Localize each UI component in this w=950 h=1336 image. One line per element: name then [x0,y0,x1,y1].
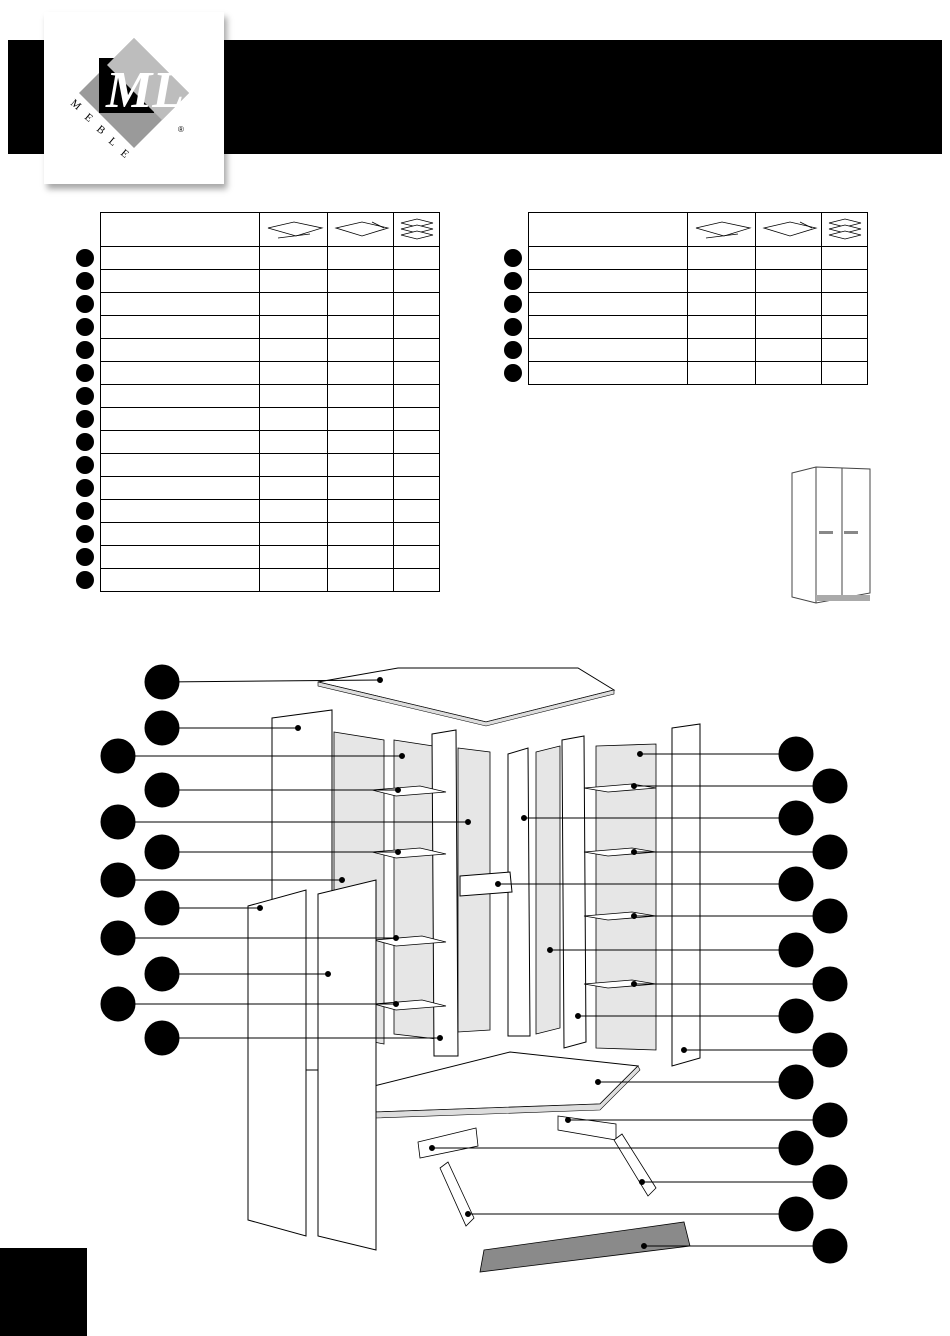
callout-anchor-dot [640,1180,645,1185]
part-marker [498,293,529,316]
callout-anchor-dot [396,788,401,793]
part-marker [70,454,101,477]
callout-marker-right-6 [779,933,813,967]
callout-marker-right-8 [779,999,813,1033]
parts-table-right [498,212,868,385]
part-length-cell [260,523,328,546]
callout-anchor-dot [394,1002,399,1007]
part-marker [70,293,101,316]
part-width-cell [328,293,394,316]
door-right [318,880,376,1250]
part-marker [498,339,529,362]
board-stack-icon [822,213,868,247]
part-length-cell [260,477,328,500]
callout-anchor-dot [632,784,637,789]
part-name-cell [101,270,260,293]
table-row [70,431,440,454]
part-length-cell [260,385,328,408]
part-name-cell [101,454,260,477]
board-length-icon [260,213,328,247]
callout-anchor-dot [632,914,637,919]
header-name-cell [529,213,688,247]
part-qty-cell [822,270,868,293]
table-row [70,408,440,431]
part-qty-cell [394,385,440,408]
svg-text:E: E [118,147,131,161]
table-row [70,247,440,270]
part-length-cell [688,270,756,293]
callout-marker-right-15 [813,1229,847,1263]
callout-marker-right-3 [813,835,847,869]
part-name-cell [101,500,260,523]
part-length-cell [260,293,328,316]
part-width-cell [328,500,394,523]
part-length-cell [260,339,328,362]
header-name-cell [101,213,260,247]
part-qty-cell [394,477,440,500]
callout-marker-right-4 [779,867,813,901]
callout-marker-right-10 [779,1065,813,1099]
part-marker [70,569,101,592]
part-length-cell [260,454,328,477]
callout-marker-left-3 [145,773,179,807]
callout-marker-left-6 [101,863,135,897]
part-marker [70,339,101,362]
part-width-cell [328,362,394,385]
callout-marker-right-13 [813,1165,847,1199]
part-marker [70,523,101,546]
table-row [70,362,440,385]
part-width-cell [328,431,394,454]
table-row [70,293,440,316]
callout-marker-left-0 [145,665,179,699]
part-qty-cell [394,523,440,546]
brand-logo [44,12,224,184]
part-marker [70,316,101,339]
table-header-row [70,213,440,247]
front-plinth [480,1222,690,1272]
svg-text:M: M [68,97,84,113]
divider-panel-mid [562,736,586,1048]
part-width-cell [756,316,822,339]
part-width-cell [756,293,822,316]
table-row [70,316,440,339]
part-width-cell [756,270,822,293]
part-width-cell [328,477,394,500]
part-name-cell [101,316,260,339]
part-name-cell [529,293,688,316]
part-qty-cell [822,339,868,362]
callout-marker-right-14 [779,1197,813,1231]
part-width-cell [328,270,394,293]
part-qty-cell [394,546,440,569]
callout-marker-right-11 [813,1103,847,1137]
part-name-cell [529,247,688,270]
part-qty-cell [394,316,440,339]
callout-anchor-dot [466,1212,471,1217]
part-width-cell [328,247,394,270]
part-marker [70,546,101,569]
callout-marker-left-2 [101,739,135,773]
part-qty-cell [394,270,440,293]
callout-marker-left-1 [145,711,179,745]
part-name-cell [529,362,688,385]
callout-anchor-dot [258,906,263,911]
part-name-cell [101,546,260,569]
table-row [498,316,868,339]
callout-marker-right-7 [813,967,847,1001]
part-name-cell [101,362,260,385]
side-panel-right [672,724,700,1066]
page-corner-block [0,1248,87,1336]
table-row [498,362,868,385]
table-header-row [498,213,868,247]
part-width-cell [756,339,822,362]
callout-marker-left-7 [145,891,179,925]
callout-marker-left-11 [145,1021,179,1055]
svg-text:B: B [94,123,108,138]
part-name-cell [101,247,260,270]
callout-marker-right-2 [779,801,813,835]
part-qty-cell [394,293,440,316]
part-name-cell [101,431,260,454]
part-marker [498,362,529,385]
part-marker [70,247,101,270]
part-qty-cell [394,431,440,454]
callout-anchor-dot [438,1036,443,1041]
part-width-cell [756,247,822,270]
callout-anchor-dot [394,936,399,941]
part-length-cell [260,431,328,454]
header-spacer [498,213,529,247]
callout-anchor-dot [430,1146,435,1151]
part-marker [498,270,529,293]
svg-text:L: L [106,135,119,149]
part-marker [70,408,101,431]
callout-marker-right-12 [779,1131,813,1165]
part-marker [70,385,101,408]
back-panel-mid-right [536,746,560,1034]
header-bar-right [224,40,942,154]
callout-marker-right-1 [813,769,847,803]
wardrobe-thumbnail [786,465,876,605]
part-marker [70,477,101,500]
board-stack-icon [394,213,440,247]
table-row [70,569,440,592]
part-name-cell [101,477,260,500]
table-row [498,270,868,293]
part-name-cell [529,270,688,293]
callout-marker-left-4 [101,805,135,839]
part-name-cell [101,385,260,408]
part-width-cell [328,408,394,431]
part-qty-cell [822,247,868,270]
part-length-cell [260,316,328,339]
part-qty-cell [822,316,868,339]
callout-anchor-dot [326,972,331,977]
part-width-cell [328,385,394,408]
part-length-cell [260,546,328,569]
callout-anchor-dot [548,948,553,953]
part-length-cell [260,362,328,385]
table-row [70,477,440,500]
part-width-cell [328,523,394,546]
part-name-cell [101,523,260,546]
callout-anchor-dot [466,820,471,825]
callout-anchor-dot [566,1118,571,1123]
part-name-cell [101,339,260,362]
board-width-icon [756,213,822,247]
part-length-cell [688,362,756,385]
table-row [70,270,440,293]
callout-anchor-dot [632,982,637,987]
exploded-assembly-diagram [0,640,950,1280]
part-length-cell [260,408,328,431]
part-marker [70,431,101,454]
table-row [70,546,440,569]
part-length-cell [688,247,756,270]
callout-marker-left-5 [145,835,179,869]
table-row [498,293,868,316]
part-qty-cell [394,454,440,477]
part-name-cell [529,316,688,339]
part-qty-cell [822,293,868,316]
board-width-icon [328,213,394,247]
part-qty-cell [394,500,440,523]
parts-table-left [70,212,440,592]
part-qty-cell [394,408,440,431]
table-row [70,523,440,546]
part-length-cell [260,247,328,270]
callout-anchor-dot [496,882,501,887]
table-row [70,500,440,523]
callout-marker-left-9 [145,957,179,991]
svg-text:®: ® [178,125,184,134]
callout-anchor-dot [400,754,405,759]
callout-anchor-dot [522,816,527,821]
callout-marker-left-10 [101,987,135,1021]
callout-anchor-dot [642,1244,647,1249]
part-width-cell [328,454,394,477]
part-qty-cell [822,362,868,385]
header-spacer [70,213,101,247]
header-bar-left [8,40,45,154]
part-name-cell [101,293,260,316]
part-width-cell [756,362,822,385]
part-marker [498,316,529,339]
part-length-cell [688,316,756,339]
part-name-cell [529,339,688,362]
callout-anchor-dot [638,752,643,757]
part-width-cell [328,546,394,569]
callout-marker-right-9 [813,1033,847,1067]
table-row [498,247,868,270]
part-length-cell [260,270,328,293]
part-qty-cell [394,339,440,362]
part-length-cell [260,569,328,592]
part-width-cell [328,316,394,339]
part-width-cell [328,339,394,362]
part-qty-cell [394,362,440,385]
part-name-cell [101,408,260,431]
part-width-cell [328,569,394,592]
part-name-cell [101,569,260,592]
part-length-cell [260,500,328,523]
part-marker [70,270,101,293]
part-qty-cell [394,569,440,592]
door-left [248,890,306,1236]
part-marker [498,247,529,270]
board-length-icon [688,213,756,247]
callout-anchor-dot [378,678,383,683]
callout-anchor-dot [682,1048,687,1053]
callout-anchor-dot [576,1014,581,1019]
callout-marker-right-0 [779,737,813,771]
table-row [498,339,868,362]
part-qty-cell [394,247,440,270]
callout-anchor-dot [596,1080,601,1085]
callout-anchor-dot [296,726,301,731]
callout-anchor-dot [632,850,637,855]
part-length-cell [688,339,756,362]
svg-text:ML: ML [106,62,184,119]
callout-anchor-dot [396,850,401,855]
part-marker [70,362,101,385]
table-row [70,454,440,477]
table-row [70,385,440,408]
callout-marker-right-5 [813,899,847,933]
callout-anchor-dot [340,878,345,883]
svg-text:E: E [82,111,95,125]
callout-marker-left-8 [101,921,135,955]
table-row [70,339,440,362]
part-length-cell [688,293,756,316]
part-marker [70,500,101,523]
